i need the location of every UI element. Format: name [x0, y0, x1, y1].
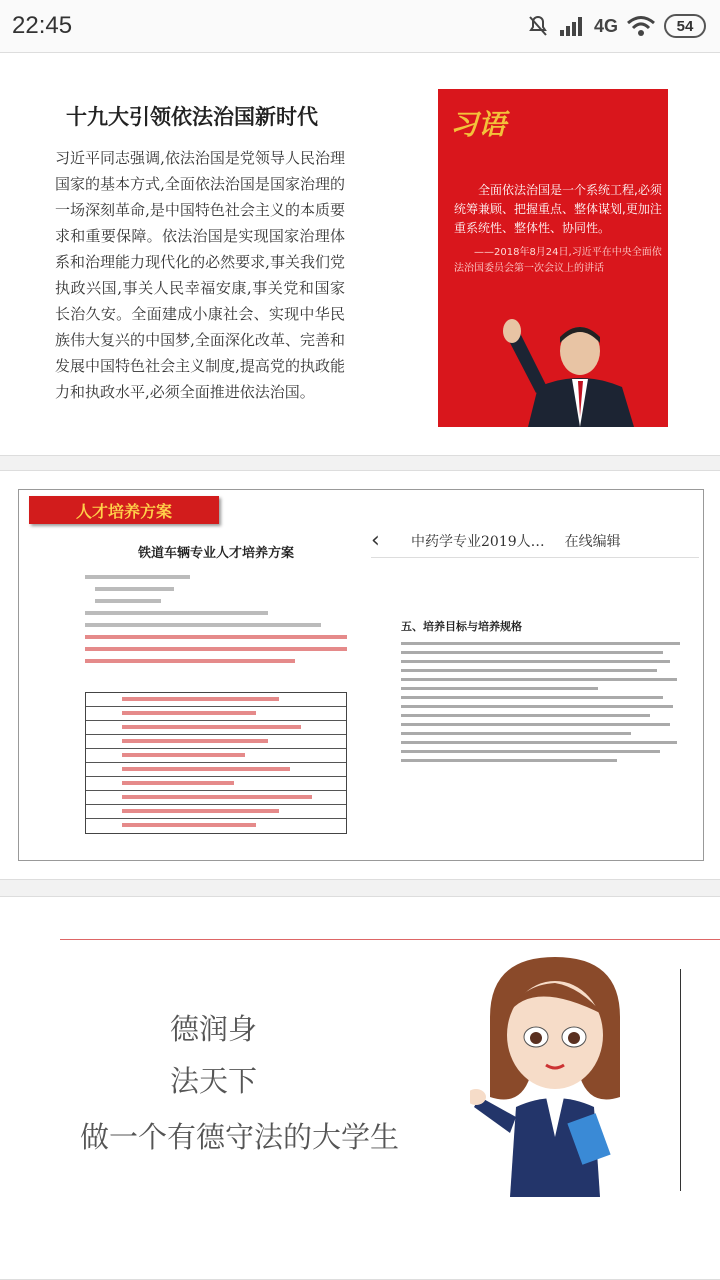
training-plan-frame	[18, 489, 704, 861]
phone-section-heading: 五、培养目标与培养规格	[401, 620, 522, 633]
cartoon-student-illustration	[470, 957, 640, 1197]
phone-doc-title: 中药学专业2019人…	[411, 533, 545, 550]
phone-edit-button: 在线编辑	[564, 533, 621, 550]
divider-line	[60, 939, 720, 940]
speaker-photo	[498, 317, 668, 427]
left-document-table	[85, 692, 347, 834]
wifi-icon	[626, 15, 656, 37]
back-arrow-icon: ‹	[371, 528, 380, 553]
quote-text: 全面依法治国是一个系统工程,必须统筹兼顾、把握重点、整体谋划,更加注重系统性、整体性、协同性。	[454, 183, 662, 235]
status-icons	[526, 14, 706, 38]
motto-line-2: 法天下	[170, 1064, 258, 1098]
signal-icon	[558, 15, 586, 37]
slide-training-plan[interactable]	[0, 470, 720, 880]
battery-icon: 54	[664, 14, 706, 38]
phone-nav-bar	[371, 524, 699, 558]
status-bar	[0, 0, 720, 52]
slide-body-text: 习近平同志强调,依法治国是党领导人民治理国家的基本方式,全面依法治国是国家治理的一场深刻革命,是中国特色社会主义的本质要求和重要保障。依法治国是实现国家治理体系和治理能力现代化的必然要求,事关我们党执政兴国,事关人民幸福安康,事关党和国家长治久安。全面建成小康社会、实现中华民族伟大复兴的中国梦,全面深化改革、完善和发展中国特色社会主义制度,提高党的执政能力和执政水平,必须全面推进依法治国。	[55, 149, 345, 401]
quote-card	[438, 89, 668, 427]
phone-status-bar	[371, 510, 699, 524]
training-plan-banner: 人才培养方案	[29, 496, 219, 524]
slide-rule-of-law[interactable]	[0, 52, 720, 456]
quote-logo: 习语	[450, 108, 507, 141]
network-type: 4G	[593, 15, 618, 36]
left-document-title: 铁道车辆专业人才培养方案	[137, 546, 294, 561]
quote-source: ——2018年8月24日,习近平在中央全面依法治国委员会第一次会议上的讲话	[454, 247, 662, 274]
vertical-divider	[680, 969, 681, 1191]
right-document	[371, 510, 699, 856]
left-document	[85, 542, 347, 852]
slide-title: 十九大引领依法治国新时代	[66, 104, 318, 129]
mute-icon	[526, 14, 550, 38]
slide-motto[interactable]	[0, 896, 720, 1280]
motto-line-1: 德润身	[170, 1012, 258, 1046]
status-time: 22:45	[12, 12, 73, 39]
motto-line-3: 做一个有德守法的大学生	[80, 1120, 400, 1154]
